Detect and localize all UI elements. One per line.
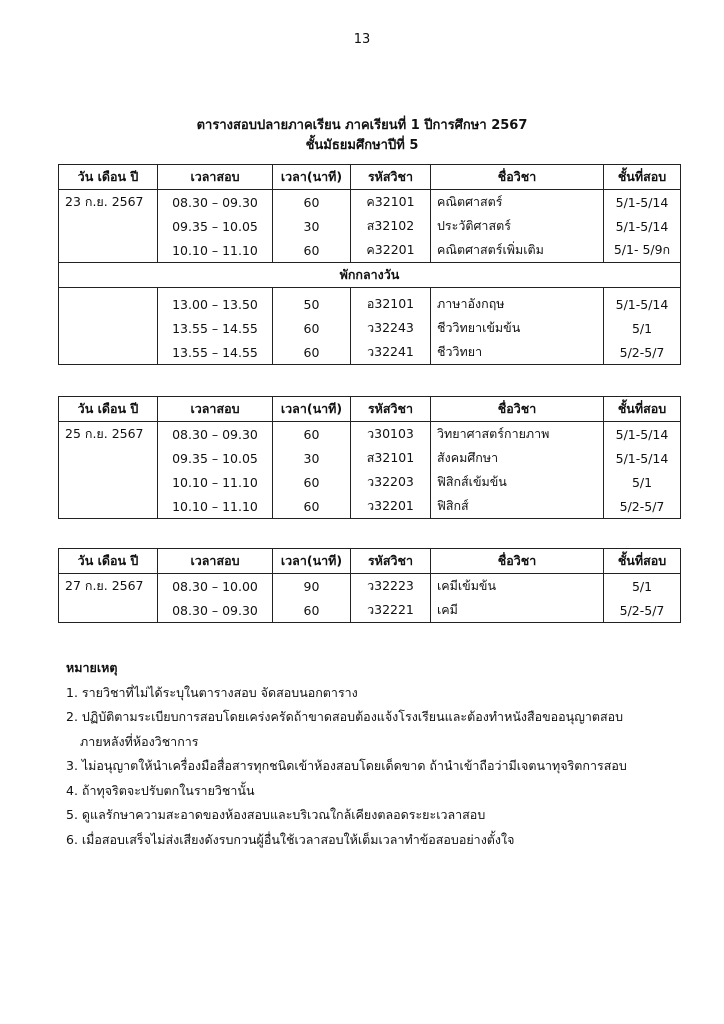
exam-level: 5/1: [604, 316, 681, 340]
exam-minutes: 60: [273, 494, 351, 519]
exam-date: 27 ก.ย. 2567: [59, 574, 158, 599]
subject-code: ค32101: [351, 190, 431, 215]
header-minutes: เวลา(นาที): [273, 397, 351, 422]
note-item: 1. รายวิชาที่ไม่ได้ระบุในตารางสอบ จัดสอบนอกตาราง: [66, 684, 358, 700]
exam-minutes: 60: [273, 598, 351, 623]
subject-name: สังคมศึกษา: [431, 446, 604, 470]
header-date: วัน เดือน ปี: [59, 549, 158, 574]
subject-code: ว32201: [351, 494, 431, 519]
subject-code: ว32203: [351, 470, 431, 494]
subject-code: ว32241: [351, 340, 431, 365]
exam-date: 23 ก.ย. 2567: [59, 190, 158, 215]
page-number: 13: [353, 32, 371, 47]
table-row: [59, 214, 681, 238]
exam-level: 5/2-5/7: [604, 494, 681, 519]
exam-level: 5/1-5/14: [604, 214, 681, 238]
header-subject: ชื่อวิชา: [431, 549, 604, 574]
exam-date: [59, 238, 158, 263]
subject-code: ส32101: [351, 446, 431, 470]
exam-table-day3: [58, 548, 681, 623]
exam-minutes: 50: [273, 288, 351, 317]
title-line-1: ตารางสอบปลายภาคเรียน ภาคเรียนที่ 1 ปีการศึกษา 2567: [196, 118, 528, 133]
table-row: [59, 470, 681, 494]
exam-minutes: 60: [273, 470, 351, 494]
exam-minutes: 30: [273, 446, 351, 470]
exam-time: 10.10 – 11.10: [158, 238, 273, 263]
exam-minutes: 60: [273, 340, 351, 365]
subject-name: ภาษาอังกฤษ: [431, 288, 604, 317]
header-date: วัน เดือน ปี: [59, 165, 158, 190]
subject-name: คณิตศาสตร์เพิ่มเติม: [431, 238, 604, 263]
header-code: รหัสวิชา: [351, 549, 431, 574]
exam-table-day2: [58, 396, 681, 519]
subject-name: วิทยาศาสตร์กายภาพ: [431, 422, 604, 447]
exam-level: 5/1: [604, 470, 681, 494]
header-code: รหัสวิชา: [351, 165, 431, 190]
table-header-row: [59, 165, 681, 190]
exam-minutes: 60: [273, 190, 351, 215]
header-subject: ชื่อวิชา: [431, 397, 604, 422]
table-row: [59, 446, 681, 470]
exam-time: 13.00 – 13.50: [158, 288, 273, 317]
exam-table-day1: [58, 164, 681, 365]
subject-name: ชีววิทยาเข้มข้น: [431, 316, 604, 340]
subject-name: เคมีเข้มข้น: [431, 574, 604, 599]
exam-time: 10.10 – 11.10: [158, 470, 273, 494]
subject-code: อ32101: [351, 288, 431, 317]
note-item: 4. ถ้าทุจริตจะปรับตกในรายวิชานั้น: [66, 782, 255, 798]
exam-time: 09.35 – 10.05: [158, 214, 273, 238]
table-row: [59, 238, 681, 263]
exam-date: [59, 470, 158, 494]
exam-date: [59, 214, 158, 238]
exam-time: 08.30 – 09.30: [158, 190, 273, 215]
subject-code: ค32201: [351, 238, 431, 263]
note-item: 2. ปฏิบัติตามระเบียบการสอบโดยเคร่งครัดถ้าขาดสอบต้องแจ้งโรงเรียนและต้องทำหนังสือขออนุญาตสอบ: [66, 709, 624, 724]
lunch-break-label: พักกลางวัน: [59, 263, 681, 288]
table-row: [59, 316, 681, 340]
exam-time: 10.10 – 11.10: [158, 494, 273, 519]
title-line-2: ชั้นมัธยมศึกษาปีที่ 5: [305, 138, 419, 153]
header-time: เวลาสอบ: [158, 397, 273, 422]
exam-time: 09.35 – 10.05: [158, 446, 273, 470]
header-minutes: เวลา(นาที): [273, 549, 351, 574]
subject-code: ว30103: [351, 422, 431, 447]
table-row: [59, 422, 681, 447]
table-row: [59, 494, 681, 519]
exam-minutes: 30: [273, 214, 351, 238]
header-subject: ชื่อวิชา: [431, 165, 604, 190]
page-title: [0, 116, 724, 156]
exam-level: 5/1-5/14: [604, 422, 681, 447]
exam-date: [59, 446, 158, 470]
exam-date: [59, 494, 158, 519]
table-header-row: [59, 397, 681, 422]
exam-time: 08.30 – 09.30: [158, 598, 273, 623]
exam-level: 5/1-5/14: [604, 288, 681, 317]
note-item: 3. ไม่อนุญาตให้นำเครื่องมือสื่อสารทุกชนิดเข้าห้องสอบโดยเด็ดขาด ถ้านำเข้าถือว่ามีเจตนาทุจริตการสอบ: [66, 758, 627, 773]
table-row: [59, 598, 681, 623]
header-level: ชั้นที่สอบ: [604, 549, 681, 574]
header-time: เวลาสอบ: [158, 549, 273, 574]
exam-time: 13.55 – 14.55: [158, 340, 273, 365]
exam-minutes: 60: [273, 316, 351, 340]
note-item: 6. เมื่อสอบเสร็จไม่ส่งเสียงดังรบกวนผู้อื่นใช้เวลาสอบให้เต็มเวลาทำข้อสอบอย่างตั้งใจ: [66, 831, 515, 847]
subject-name: ประวัติศาสตร์: [431, 214, 604, 238]
table-row: [59, 190, 681, 215]
table-header-row: [59, 549, 681, 574]
header-level: ชั้นที่สอบ: [604, 397, 681, 422]
table-row: [59, 288, 681, 317]
header-code: รหัสวิชา: [351, 397, 431, 422]
exam-level: 5/1-5/14: [604, 446, 681, 470]
exam-date: [59, 598, 158, 623]
lunch-break-row: [59, 263, 681, 288]
subject-code: ว32243: [351, 316, 431, 340]
note-item: 5. ดูแลรักษาความสะอาดของห้องสอบและบริเวณใกล้เคียงตลอดระยะเวลาสอบ: [66, 807, 486, 822]
subject-code: ว32221: [351, 598, 431, 623]
exam-minutes: 90: [273, 574, 351, 599]
subject-name: ฟิสิกส์เข้มข้น: [431, 470, 604, 494]
subject-name: ฟิสิกส์: [431, 494, 604, 519]
subject-code: ว32223: [351, 574, 431, 599]
header-level: ชั้นที่สอบ: [604, 165, 681, 190]
exam-date: [59, 288, 158, 317]
header-minutes: เวลา(นาที): [273, 165, 351, 190]
subject-name: เคมี: [431, 598, 604, 623]
table-row: [59, 574, 681, 599]
header-time: เวลาสอบ: [158, 165, 273, 190]
subject-code: ส32102: [351, 214, 431, 238]
table-row: [59, 340, 681, 365]
exam-level: 5/1: [604, 574, 681, 599]
note-item-continuation: ภายหลังที่ห้องวิชาการ: [80, 733, 199, 749]
subject-name: ชีววิทยา: [431, 340, 604, 365]
exam-time: 08.30 – 09.30: [158, 422, 273, 447]
exam-date: [59, 316, 158, 340]
subject-name: คณิตศาสตร์: [431, 190, 604, 215]
exam-date: [59, 340, 158, 365]
exam-level: 5/1-5/14: [604, 190, 681, 215]
exam-minutes: 60: [273, 238, 351, 263]
exam-level: 5/2-5/7: [604, 598, 681, 623]
exam-time: 08.30 – 10.00: [158, 574, 273, 599]
exam-date: 25 ก.ย. 2567: [59, 422, 158, 447]
exam-level: 5/2-5/7: [604, 340, 681, 365]
exam-minutes: 60: [273, 422, 351, 447]
notes-section: [66, 656, 686, 852]
header-date: วัน เดือน ปี: [59, 397, 158, 422]
notes-title: หมายเหตุ: [66, 660, 118, 675]
exam-time: 13.55 – 14.55: [158, 316, 273, 340]
exam-level: 5/1- 5/9ก: [604, 238, 681, 263]
